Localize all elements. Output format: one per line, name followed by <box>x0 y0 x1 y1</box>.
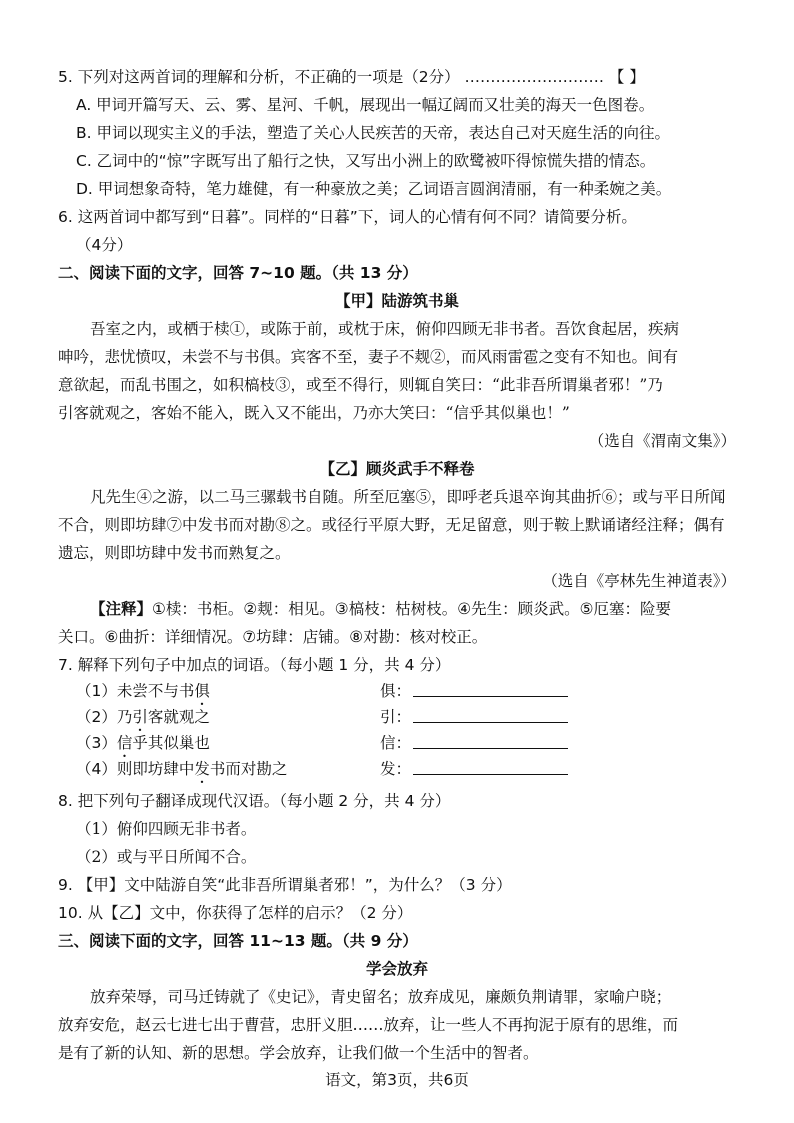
text-a-line-4: 引客就观之，客始不能入，既入又不能出，乃亦大笑曰：“信乎其似巢也！” <box>58 404 570 422</box>
section3-line-1: 放弃荣辱，司马迁铸就了《史记》，青史留名；放弃成见，廉颇负荆请罪，家喻户晓； <box>90 988 672 1006</box>
text-b-line-3: 遗忘，则即坊肆中发书而熟复之。 <box>58 544 291 562</box>
q7-item-4-text: （4）则即坊肆中发书而对勘之 <box>76 760 288 778</box>
dotted-word: 引 <box>132 708 148 726</box>
section3-title: 学会放弃 <box>365 960 428 978</box>
q8-stem: 8. 把下列句子翻译成现代汉语。（每小题 2 分，共 4 分） <box>58 792 451 810</box>
q8-item-1: （1）俯仰四顾无非书者。 <box>76 820 257 838</box>
q5-option-c: C. 乙词中的“惊”字既写出了船行之快，又写出小洲上的欧鹭被吓得惊慌失措的情态。 <box>76 152 656 170</box>
text-a-line-1: 吾室之内，或栖于椟①，或陈于前，或枕于床，俯仰四顾无非书者。吾饮食起居，疾病 <box>90 320 680 338</box>
answer-blank-4[interactable] <box>413 774 568 775</box>
q7-item-4-key: 发： <box>380 760 412 778</box>
answer-blank-1[interactable] <box>413 696 568 697</box>
q7-item-3-key: 信： <box>380 734 412 752</box>
text-b-source: （选自《亭林先生神道表》） <box>542 572 736 590</box>
q7-item-2-key: 引： <box>380 708 412 726</box>
notes-line-2: 关口。⑥曲折：详细情况。⑦坊肆：店铺。⑧对勘：核对校正。 <box>58 628 488 646</box>
text-b-line-2: 不合，则即坊肆⑦中发书而对勘⑧之。或径行平原大野，无足留意，则于鞍上默诵诸经注释；偶有 <box>58 516 725 534</box>
answer-blank-2[interactable] <box>413 722 568 723</box>
notes-line-1 <box>58 596 736 622</box>
q5-option-a: A. 甲词开篇写天、云、雾、星河、千帆，展现出一幅辽阔而又壮美的海天一色图卷。 <box>76 96 655 114</box>
section3-line-3: 是有了新的认知、新的思想。学会放弃，让我们做一个生活中的智者。 <box>58 1044 539 1062</box>
q7-item-1-text: （1）未尝不与书俱 <box>76 682 210 700</box>
text-b-line-1: 凡先生④之游，以二马三骡载书自随。所至厄塞⑤，即呼老兵退卒询其曲折⑥；或与平日所闻 <box>90 488 726 506</box>
text-a-source: （选自《渭南文集》） <box>588 432 736 450</box>
q6-stem: 6. 这两首词中都写到“日暮”。同样的“日暮”下，词人的心情有何不同？请简要分析。 <box>58 208 637 226</box>
section3-heading: 三、阅读下面的文字，回答 11~13 题。（共 9 分） <box>58 932 418 950</box>
text-b-title: 【乙】顾炎武手不释卷 <box>319 459 475 478</box>
q7-item-2-text: （2）乃引客就观之 <box>76 708 210 726</box>
text-a-line-2: 呻吟，悲忧愤叹，未尝不与书俱。宾客不至，妻子不觌②，而风雨雷雹之变有不知也。间有 <box>58 348 679 366</box>
q5-option-d: D. 甲词想象奇特，笔力雄健，有一种豪放之美；乙词语言圆润清丽，有一种柔婉之美。 <box>76 180 672 198</box>
dotted-word: 俱 <box>194 682 210 700</box>
q7-item-3-text: （3）信乎其似巢也 <box>76 734 210 752</box>
notes-text-1: ①椟：书柜。②觌：相见。③槁枝：枯树枝。④先生：顾炎武。⑤厄塞：险要 <box>152 600 671 618</box>
page-footer: 语文，第3页，共6页 <box>325 1071 469 1089</box>
section3-line-2: 放弃安危，赵云七进七出于曹营，忠肝义胆……放弃，让一些人不再拘泥于原有的思维，而 <box>58 1016 679 1034</box>
q8-item-2: （2）或与平日所闻不合。 <box>76 848 257 866</box>
q5-option-b: B. 甲词以现实主义的手法，塑造了关心人民疾苦的天帝，表达自己对天庭生活的向往。 <box>76 124 670 142</box>
text-a-line-3: 意欲起，而乱书围之，如积槁枝③，或至不得行，则辄自笑曰：“此非吾所谓巢者邪！”乃 <box>58 376 663 394</box>
q5-stem: 5. 下列对这两首词的理解和分析，不正确的一项是（2分） ……………………… 【 】 <box>58 68 645 86</box>
answer-blank-3[interactable] <box>413 748 568 749</box>
q10-stem: 10. 从【乙】文中，你获得了怎样的启示？（2 分） <box>58 904 413 922</box>
q7-stem: 7. 解释下列句子中加点的词语。（每小题 1 分，共 4 分） <box>58 656 451 674</box>
notes-label: 【注释】 <box>90 600 153 618</box>
q7-item-1-key: 俱： <box>380 682 412 700</box>
dotted-word: 发 <box>194 760 210 778</box>
q6-score: （4分） <box>76 236 133 254</box>
section2-heading: 二、阅读下面的文字，回答 7~10 题。（共 13 分） <box>58 264 418 282</box>
dotted-word: 信 <box>116 734 133 752</box>
q9-stem: 9. 【甲】文中陆游自笑“此非吾所谓巢者邪！”，为什么？（3 分） <box>58 876 512 894</box>
text-a-title: 【甲】陆游筑书巢 <box>334 291 459 310</box>
